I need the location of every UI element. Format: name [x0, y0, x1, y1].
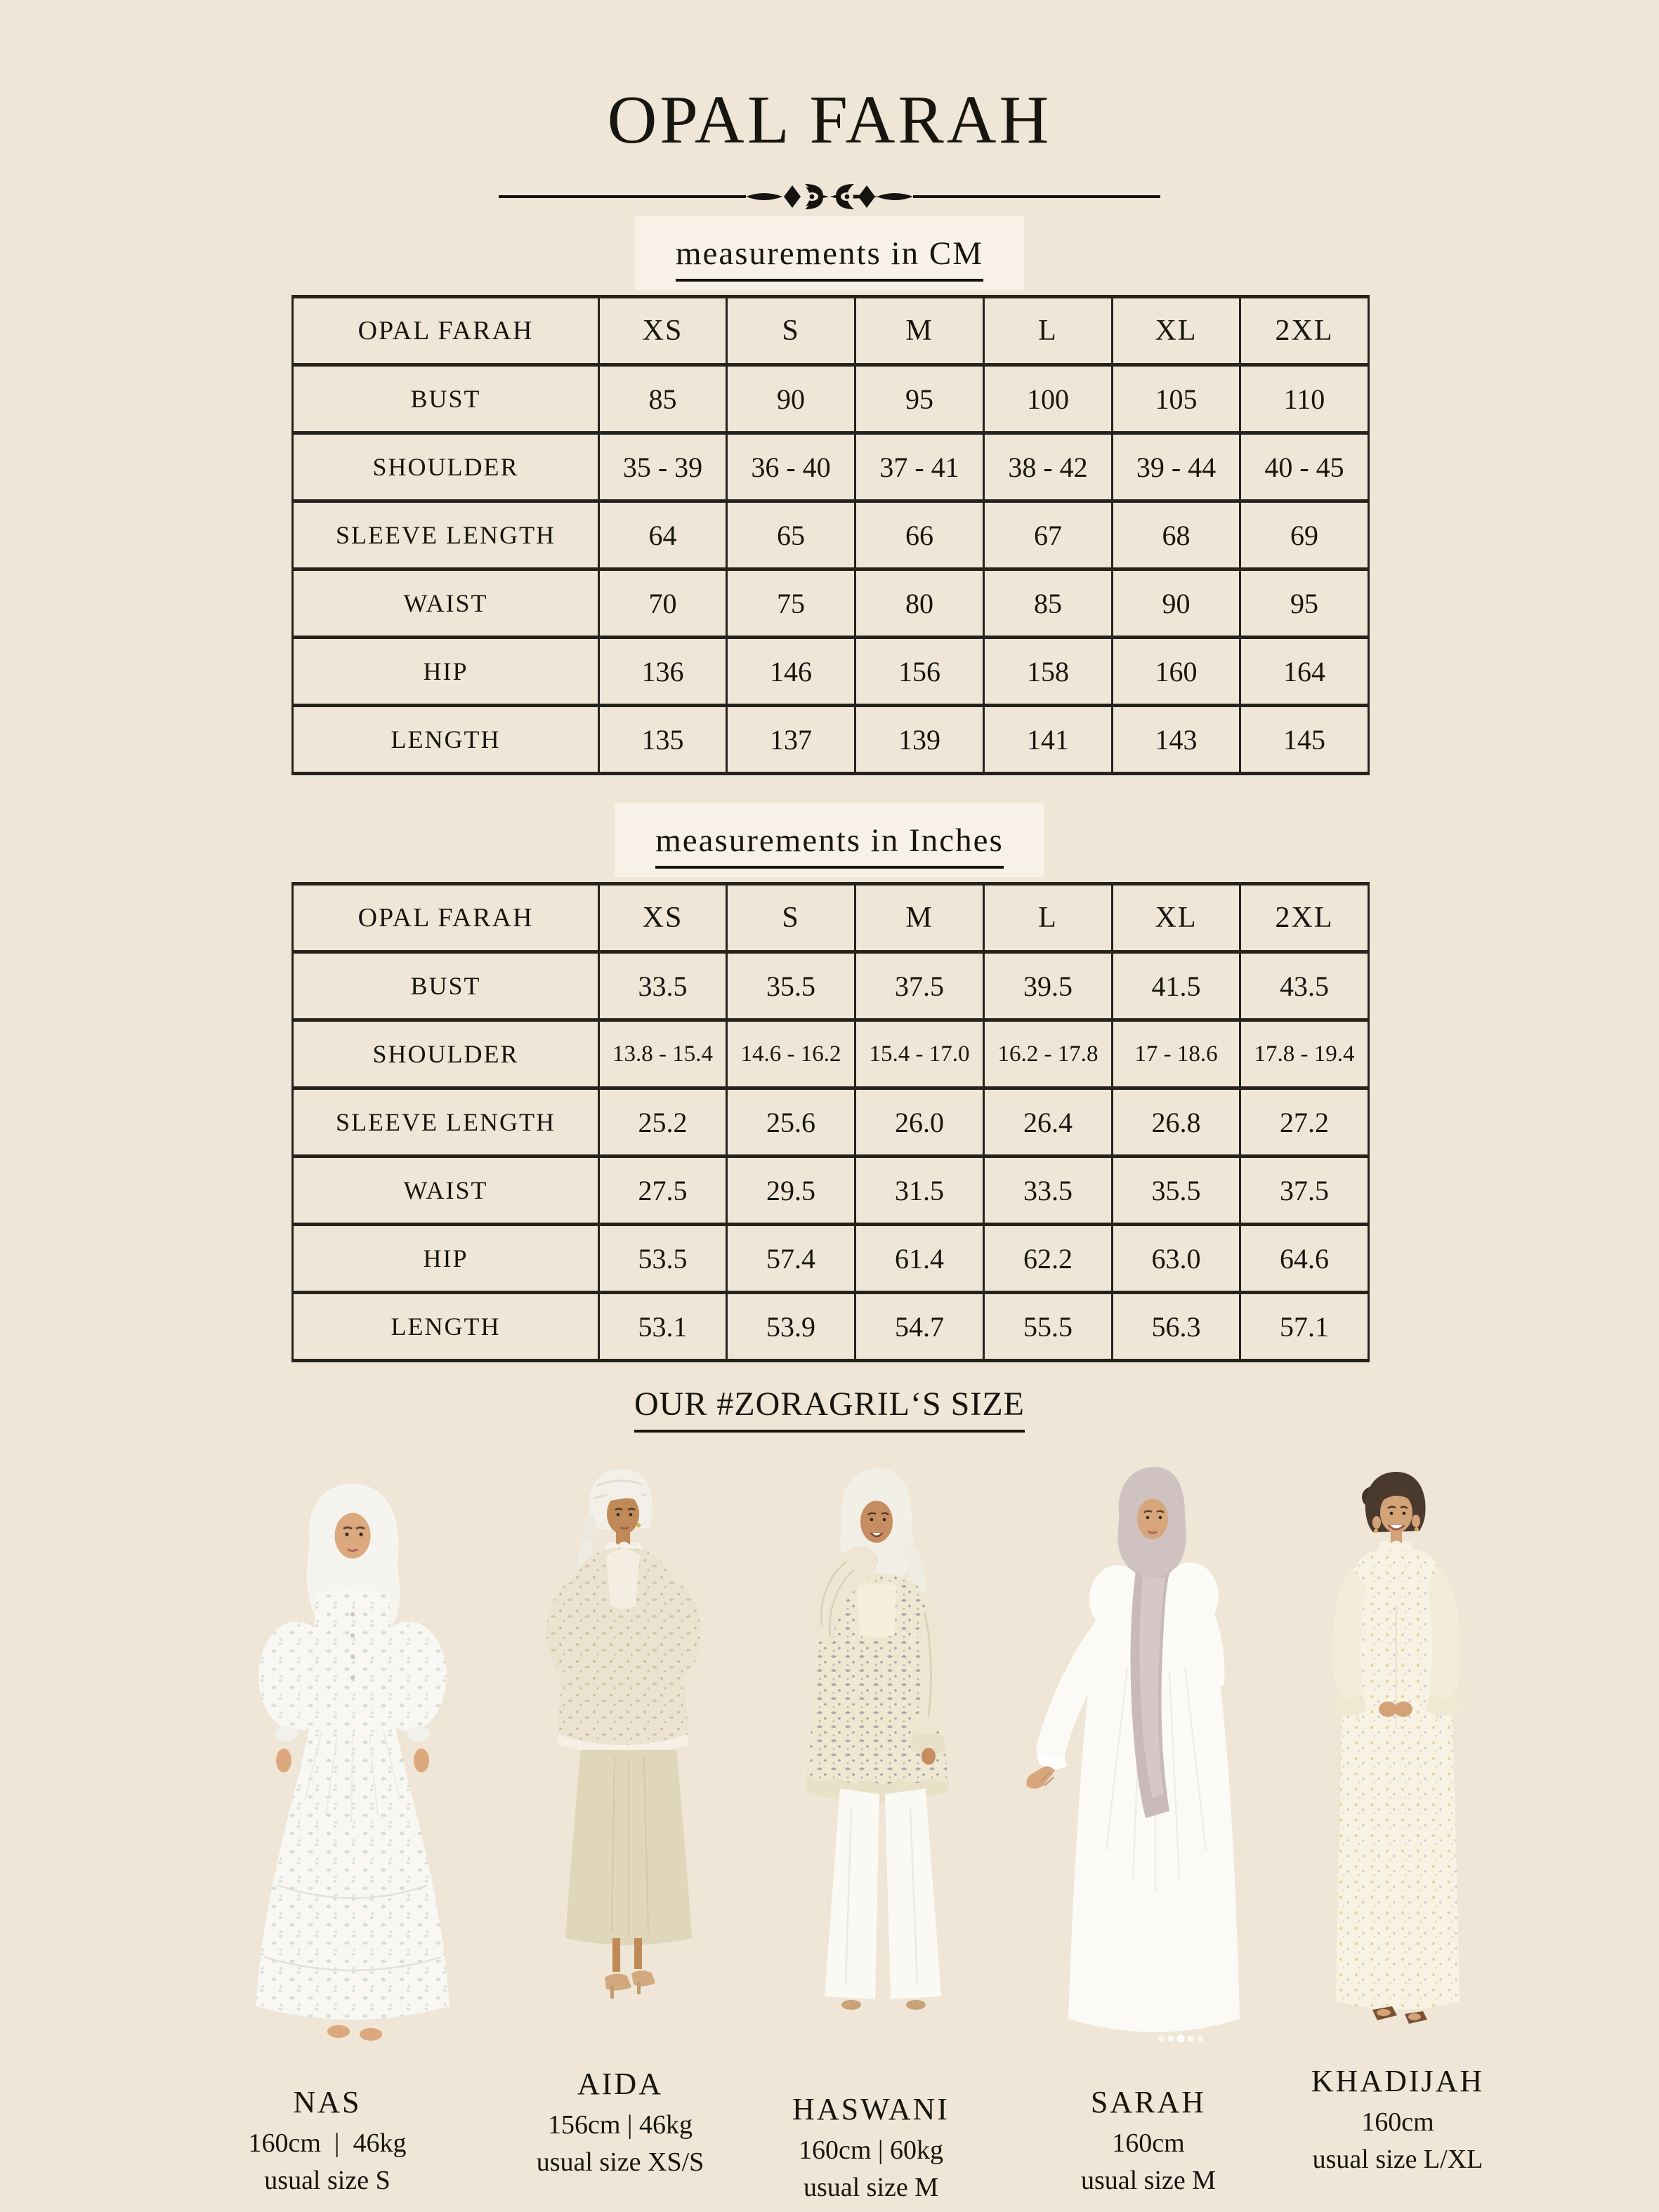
models-heading-text: OUR #ZORAGRIL‘S SIZE: [634, 1385, 1025, 1433]
model-stats: 160cm | 60kg: [798, 2135, 944, 2165]
model-size: usual size L/XL: [1312, 2145, 1483, 2174]
value-cell: 39 - 44: [1113, 433, 1240, 501]
value-cell: 160: [1113, 638, 1240, 706]
header-cell: 2XL: [1240, 884, 1369, 952]
label-cell: LENGTH: [293, 1293, 599, 1361]
header-cell: XL: [1113, 297, 1240, 365]
value-cell: 90: [727, 365, 855, 433]
model-caption-nas: [201, 2087, 454, 2194]
table-row: [293, 638, 1369, 706]
value-cell: 67: [984, 501, 1113, 570]
value-cell: 40 - 45: [1240, 433, 1369, 501]
value-cell: 139: [855, 706, 984, 774]
model-size: usual size S: [264, 2166, 391, 2195]
value-cell: 141: [984, 706, 1113, 774]
value-cell: 64: [599, 501, 727, 570]
model-stats: 160cm: [1112, 2128, 1185, 2158]
header-cell: S: [727, 297, 855, 365]
value-cell: 105: [1113, 365, 1240, 433]
model-name: SARAH: [1090, 2085, 1207, 2119]
value-cell: 57.4: [727, 1225, 855, 1293]
label-cell: SLEEVE LENGTH: [293, 501, 599, 570]
value-cell: 13.8 - 15.4: [599, 1020, 727, 1088]
model-name: AIDA: [577, 2067, 663, 2101]
model-photo-aida: [523, 1455, 734, 2020]
model-stats: 160cm: [1361, 2107, 1434, 2137]
header-cell: M: [855, 297, 984, 365]
value-cell: 54.7: [855, 1293, 984, 1361]
table-row: [293, 1157, 1369, 1225]
value-cell: 26.4: [984, 1088, 1113, 1157]
value-cell: 70: [599, 570, 727, 638]
section-heading-cm: [0, 216, 1659, 290]
model-photo-nas: [232, 1464, 471, 2047]
value-cell: 57.1: [1240, 1293, 1369, 1361]
model-name: KHADIJAH: [1311, 2064, 1485, 2098]
label-cell: HIP: [293, 1225, 599, 1293]
value-cell: 35.5: [1113, 1157, 1240, 1225]
table-row: [293, 1088, 1369, 1157]
table-row: [293, 1293, 1369, 1361]
header-cell: OPAL FARAH: [293, 884, 599, 952]
value-cell: 68: [1113, 501, 1240, 570]
value-cell: 53.1: [599, 1293, 727, 1361]
value-cell: 64.6: [1240, 1225, 1369, 1293]
model-photo-khadijah: [1291, 1461, 1474, 2029]
value-cell: 62.2: [984, 1225, 1113, 1293]
value-cell: 55.5: [984, 1293, 1113, 1361]
value-cell: 16.2 - 17.8: [984, 1020, 1113, 1088]
header-cell: 2XL: [1240, 297, 1369, 365]
header-cell: M: [855, 884, 984, 952]
value-cell: 25.2: [599, 1088, 727, 1157]
model-stats: 156cm | 46kg: [547, 2110, 693, 2140]
header-cell: XS: [599, 297, 727, 365]
value-cell: 37.5: [855, 952, 984, 1020]
model-caption-haswani: [730, 2094, 1011, 2201]
value-cell: 41.5: [1113, 952, 1240, 1020]
value-cell: 135: [599, 706, 727, 774]
value-cell: 27.5: [599, 1157, 727, 1225]
value-cell: 110: [1240, 365, 1369, 433]
value-cell: 31.5: [855, 1157, 984, 1225]
value-cell: 17 - 18.6: [1113, 1020, 1240, 1088]
value-cell: 95: [855, 365, 984, 433]
value-cell: 85: [984, 570, 1113, 638]
cm-measurements-table: [291, 295, 1370, 775]
table-row: [293, 433, 1369, 501]
table-row: [293, 884, 1369, 952]
label-cell: HIP: [293, 638, 599, 706]
divider-ornament-icon: [499, 181, 1160, 213]
value-cell: 146: [727, 638, 855, 706]
value-cell: 43.5: [1240, 952, 1369, 1020]
header-cell: OPAL FARAH: [293, 297, 599, 365]
label-cell: BUST: [293, 952, 599, 1020]
value-cell: 66: [855, 501, 984, 570]
header-cell: L: [984, 884, 1113, 952]
value-cell: 164: [1240, 638, 1369, 706]
value-cell: 36 - 40: [727, 433, 855, 501]
table-row: [293, 570, 1369, 638]
label-cell: BUST: [293, 365, 599, 433]
table-row: [293, 706, 1369, 774]
value-cell: 95: [1240, 570, 1369, 638]
value-cell: 80: [855, 570, 984, 638]
table-row: [293, 1225, 1369, 1293]
model-photo-haswani: [773, 1457, 990, 2033]
value-cell: 17.8 - 19.4: [1240, 1020, 1369, 1088]
value-cell: 63.0: [1113, 1225, 1240, 1293]
header-cell: XS: [599, 884, 727, 952]
value-cell: 137: [727, 706, 855, 774]
value-cell: 158: [984, 638, 1113, 706]
value-cell: 145: [1240, 706, 1369, 774]
header-cell: L: [984, 297, 1113, 365]
value-cell: 156: [855, 638, 984, 706]
inches-heading-text: measurements in Inches: [655, 822, 1004, 869]
value-cell: 53.9: [727, 1293, 855, 1361]
label-cell: WAIST: [293, 570, 599, 638]
model-size: usual size XS/S: [536, 2147, 704, 2177]
value-cell: 61.4: [855, 1225, 984, 1293]
page-title: OPAL FARAH: [607, 82, 1052, 158]
value-cell: 56.3: [1113, 1293, 1240, 1361]
label-cell: SHOULDER: [293, 1020, 599, 1088]
value-cell: 26.8: [1113, 1088, 1240, 1157]
model-photo-sarah: [980, 1457, 1254, 2050]
table-row: [293, 297, 1369, 365]
model-caption-khadijah: [1257, 2066, 1538, 2173]
value-cell: 100: [984, 365, 1113, 433]
model-size: usual size M: [803, 2173, 939, 2202]
label-cell: SLEEVE LENGTH: [293, 1088, 599, 1157]
carousel-dots: [1158, 2035, 1204, 2043]
value-cell: 35 - 39: [599, 433, 727, 501]
value-cell: 35.5: [727, 952, 855, 1020]
value-cell: 37 - 41: [855, 433, 984, 501]
model-size: usual size M: [1080, 2166, 1217, 2195]
value-cell: 69: [1240, 501, 1369, 570]
value-cell: 143: [1113, 706, 1240, 774]
section-heading-inches: [0, 803, 1659, 877]
value-cell: 29.5: [727, 1157, 855, 1225]
value-cell: 39.5: [984, 952, 1113, 1020]
value-cell: 65: [727, 501, 855, 570]
value-cell: 15.4 - 17.0: [855, 1020, 984, 1088]
value-cell: 75: [727, 570, 855, 638]
label-cell: LENGTH: [293, 706, 599, 774]
table-row: [293, 365, 1369, 433]
value-cell: 38 - 42: [984, 433, 1113, 501]
value-cell: 25.6: [727, 1088, 855, 1157]
model-name: NAS: [293, 2085, 362, 2119]
value-cell: 85: [599, 365, 727, 433]
value-cell: 136: [599, 638, 727, 706]
table-row: [293, 1020, 1369, 1088]
table-row: [293, 501, 1369, 570]
label-cell: SHOULDER: [293, 433, 599, 501]
value-cell: 14.6 - 16.2: [727, 1020, 855, 1088]
value-cell: 27.2: [1240, 1088, 1369, 1157]
value-cell: 33.5: [599, 952, 727, 1020]
model-caption-aida: [494, 2069, 747, 2175]
value-cell: 53.5: [599, 1225, 727, 1293]
value-cell: 90: [1113, 570, 1240, 638]
header-cell: S: [727, 884, 855, 952]
section-heading-models: [0, 1385, 1659, 1433]
cm-heading-text: measurements in CM: [676, 235, 983, 282]
value-cell: 26.0: [855, 1088, 984, 1157]
value-cell: 33.5: [984, 1157, 1113, 1225]
model-name: HASWANI: [792, 2092, 950, 2126]
label-cell: WAIST: [293, 1157, 599, 1225]
value-cell: 37.5: [1240, 1157, 1369, 1225]
table-row: [293, 952, 1369, 1020]
model-stats: 160cm | 46kg: [248, 2128, 407, 2158]
model-caption-sarah: [1022, 2087, 1275, 2194]
header-cell: XL: [1113, 884, 1240, 952]
inches-measurements-table: [291, 882, 1370, 1362]
